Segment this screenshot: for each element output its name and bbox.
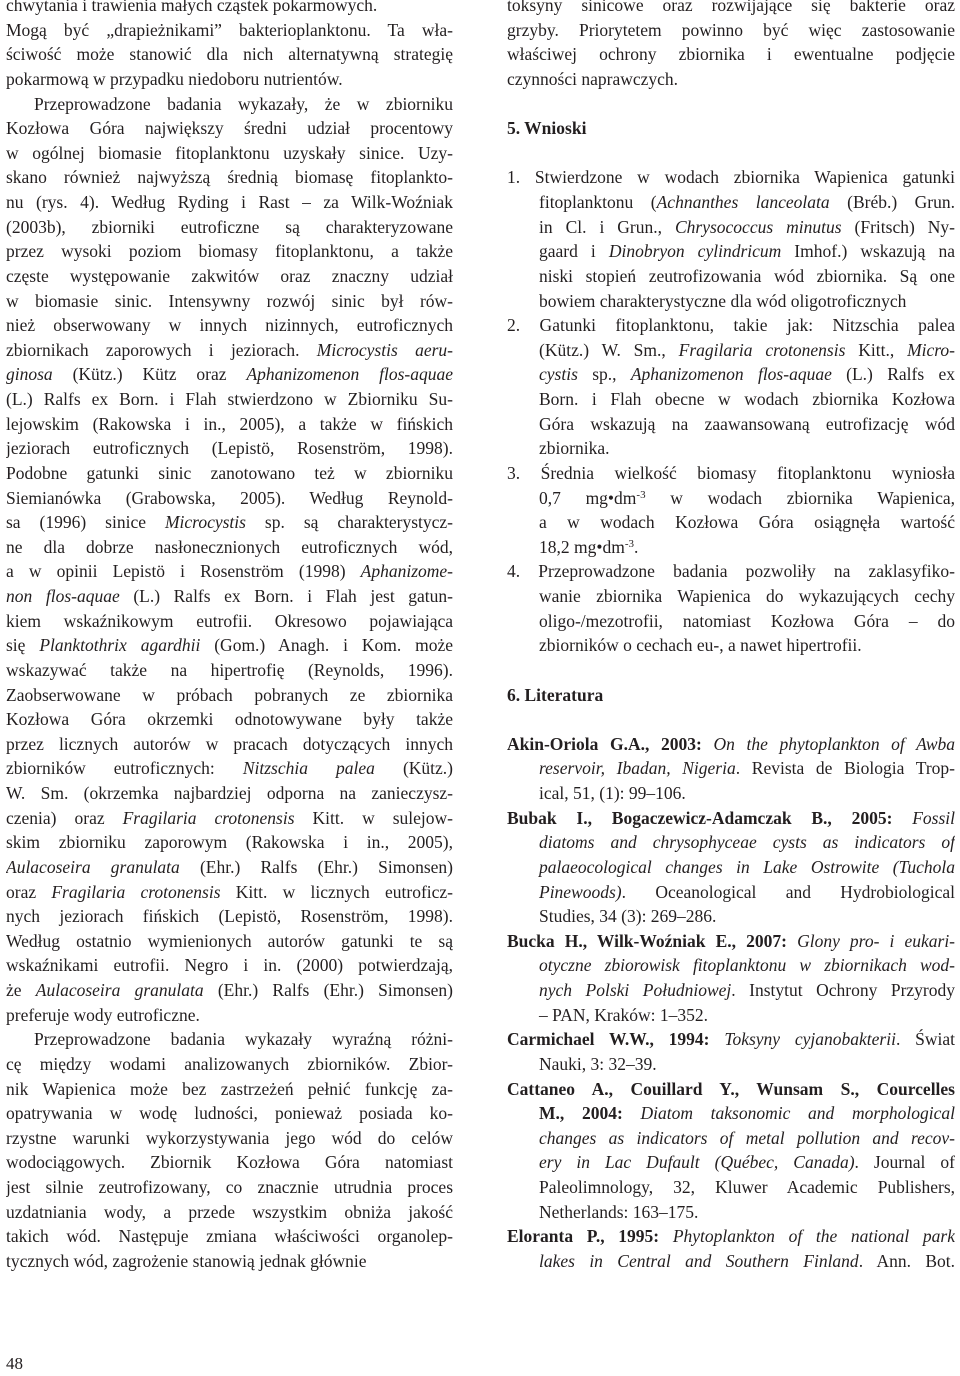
text-line — [6, 0, 453, 18]
italic-text: Micro- — [907, 339, 955, 360]
text-run: 3. Średnia wielkość biomasy fitoplanktonu wyniosła — [507, 462, 955, 483]
bold-text: Eloranta P., 1995: — [507, 1226, 660, 1247]
text-line — [6, 559, 453, 584]
text-run: pokarmową w przypadku niedoboru nutrientów. — [6, 68, 343, 89]
text-line — [6, 141, 453, 166]
text-line — [6, 313, 453, 338]
text-run: cę między wodami analizowanych zbiorników. Zbior- — [6, 1053, 453, 1074]
text-line — [507, 559, 955, 584]
text-run: . Świat — [895, 1029, 955, 1050]
text-line — [507, 1101, 955, 1126]
italic-text: Fragilaria crotonensis — [122, 807, 295, 828]
text-run: jest silnie zeutrofizowany, co znacznie utrudnia proces — [6, 1177, 453, 1197]
text-run: chwytania i trawienia małych cząstek pokarmowych. — [6, 0, 378, 15]
text-line — [6, 707, 453, 732]
text-line — [6, 929, 453, 954]
text-line — [6, 92, 453, 117]
text-line — [6, 116, 453, 141]
text-run: Według ostatnio wymienionych autorów gatunki te są — [6, 930, 453, 951]
text-run: preferuje wody eutroficzne. — [6, 1004, 200, 1025]
text-run — [659, 1226, 673, 1246]
bold-text: Carmichael W.W., 1994: — [507, 1029, 710, 1050]
text-run: 4. Przeprowadzone badania pozwoliły na zaklasyfiko- — [507, 561, 955, 582]
text-run: ściwość może stanowić dla nich alternatywną strategię — [6, 44, 453, 65]
text-line — [6, 412, 453, 437]
bold-text: M., 2004: — [539, 1103, 623, 1124]
text-run: 18,2 mg•dm — [539, 536, 625, 557]
text-line — [6, 535, 453, 560]
text-run: niski stopień zeutrofizowania wód zbiornika. Są one — [539, 265, 955, 286]
text-run: częste występowanie zakwitów oraz znaczny udział — [6, 265, 453, 286]
text-run: skano również najwyższą średnią biomasę fitoplankto- — [6, 167, 453, 188]
text-line — [507, 1077, 955, 1102]
text-run: Kitt. w sulejow- — [294, 807, 453, 828]
text-run: zbiornikach zaporowych i jeziorach. — [6, 339, 317, 360]
text-line — [507, 978, 955, 1003]
text-line — [507, 1150, 955, 1175]
text-run: nież obserwowany w innych nizinnych, eutroficznych — [6, 315, 453, 336]
text-run: wskaźnikami eutrofii. Negro i in. (2000) potwierdzają, — [6, 955, 453, 976]
text-line — [6, 781, 453, 806]
text-run: się — [6, 635, 40, 656]
text-line — [6, 67, 453, 92]
italic-text: otyczne zbiorowisk fitoplanktonu w zbiornikach wod- — [539, 955, 955, 976]
text-line — [507, 239, 955, 264]
text-run: Góra wskazują na zaawansowaną eutrofizację wód — [539, 413, 955, 434]
text-line — [6, 1224, 453, 1249]
bold-text: Cattaneo A., Couillard Y., Wunsam S., Courcelles — [507, 1078, 955, 1099]
italic-text: Microcystis aeru- — [316, 339, 453, 360]
text-line — [507, 584, 955, 609]
text-line — [507, 732, 955, 757]
text-line — [507, 904, 955, 929]
text-line — [507, 1200, 955, 1225]
text-line — [507, 609, 955, 634]
text-line — [6, 658, 453, 683]
italic-text: palaeocological changes in Lake Ostrowite (Tuchola — [539, 856, 955, 877]
text-run: (Bréb.) Grun. — [829, 192, 955, 212]
text-run: gaard i — [539, 241, 609, 262]
text-run: (L.) Ralfs ex — [831, 364, 955, 385]
text-line — [6, 215, 453, 240]
text-line — [6, 1052, 453, 1077]
text-run: takich wód. Następuje zmiana właściwości organolep- — [6, 1226, 453, 1247]
text-line — [6, 338, 453, 363]
italic-text: Achnanthes lanceolata — [656, 192, 830, 212]
text-line — [6, 239, 453, 264]
text-run: a w wodach Kozłowa Góra osiągnęła wartość — [539, 512, 955, 533]
text-run: Siemianówka (Grabowska, 2005). Według Reynold- — [6, 487, 453, 508]
italic-text: non flos-aquae — [6, 586, 120, 606]
text-run: (L.) Ralfs ex Born. i Flah jest gatun- — [119, 586, 453, 606]
blank-line — [507, 92, 955, 117]
italic-text: Toksyny cyjanobakterii — [724, 1029, 896, 1050]
italic-text: reservoir, Ibadan, Nigeria — [539, 758, 736, 779]
text-run: właściwej ochrony zbiornika i ewentualne podjęcie — [507, 44, 955, 65]
text-line — [507, 1249, 955, 1274]
text-run: (Ehr.) Ralfs (Ehr.) Simonsen) — [203, 980, 453, 1000]
bold-text: 6. Literatura — [507, 684, 604, 705]
text-line — [6, 1027, 453, 1052]
text-line — [6, 165, 453, 190]
text-run: 1. Stwierdzone w wodach zbiornika Wapienica gatunki — [507, 167, 955, 188]
text-run: w ogólnej biomasie fitoplanktonu uzyskały sinice. Uzy- — [6, 142, 453, 163]
text-run: . — [634, 536, 639, 557]
text-line — [507, 781, 955, 806]
text-run: Mogą być „drapieżnikami” bakterioplanktonu. Ta wła- — [6, 19, 453, 40]
italic-text: changes as indicators of metal pollution and recov- — [539, 1127, 955, 1148]
text-line — [507, 165, 955, 190]
text-run: zbiorników eutroficznych: — [6, 758, 243, 779]
text-line — [507, 436, 955, 461]
bold-text: Bucka H., Wilk-Woźniak E., 2007: — [507, 930, 787, 951]
text-line — [507, 633, 955, 658]
text-run: (L.) Ralfs ex Born. i Flah stwierdzono w Zbiorniku Su- — [6, 389, 453, 409]
text-line — [6, 264, 453, 289]
text-run: sa (1996) sinice — [6, 512, 165, 533]
section-heading — [507, 116, 955, 141]
text-line — [507, 313, 955, 338]
text-run: zbiorników o cechach eu-, a nawet hipertrofii. — [539, 635, 862, 656]
text-line — [6, 42, 453, 67]
bold-text: Akin-Oriola G.A., 2003: — [507, 733, 702, 754]
superscript: -3 — [636, 488, 646, 501]
italic-text: Fragilaria crotonensis — [678, 339, 846, 360]
italic-text: Fragilaria crotonensis — [51, 881, 221, 902]
text-run: . Journal of — [854, 1152, 955, 1173]
text-run: W. Sm. (okrzemka najbardziej odporna na zanieczysz- — [6, 783, 453, 803]
text-line — [507, 1126, 955, 1151]
text-line — [6, 461, 453, 486]
text-run — [892, 808, 912, 828]
text-run: że — [6, 980, 36, 1000]
text-line — [6, 1126, 453, 1151]
text-line — [6, 633, 453, 658]
text-line — [6, 904, 453, 929]
text-run: rzystne warunki wykorzystywania jego wód do celów — [6, 1127, 453, 1148]
text-line — [6, 1150, 453, 1175]
text-line — [6, 756, 453, 781]
text-run: Netherlands: 163–175. — [539, 1201, 699, 1222]
italic-text: diatoms and chrysophyceae cysts as indicators of — [539, 832, 955, 853]
italic-text: Phytoplankton of the national park — [672, 1226, 955, 1247]
text-line — [507, 1175, 955, 1200]
text-run: 0,7 mg•dm — [539, 487, 637, 508]
text-run: czynności naprawczych. — [507, 68, 679, 89]
text-line — [507, 1052, 955, 1077]
text-line — [507, 830, 955, 855]
italic-text: Diatom taksonomic and morphological — [640, 1103, 955, 1124]
italic-text: ery in Lac Dufault (Québec, Canada) — [539, 1152, 855, 1173]
text-run: opatrywania w wodę ludności, ponieważ posiada ko- — [6, 1103, 453, 1124]
text-line — [507, 18, 955, 43]
text-line — [507, 362, 955, 387]
text-run: fitoplanktonu ( — [539, 192, 657, 212]
italic-text: Aulacoseira granulata — [35, 980, 204, 1000]
text-line — [507, 289, 955, 314]
text-line — [6, 1101, 453, 1126]
italic-text: Aphanizomenon flos-aquae — [246, 364, 453, 385]
text-run: (Kütz.) W. Sm., — [539, 339, 679, 360]
text-line — [6, 18, 453, 43]
text-line — [507, 215, 955, 240]
text-run: oraz — [6, 881, 52, 902]
text-run: wodociągowych. Zbiornik Kozłowa Góra natomiast — [6, 1152, 453, 1173]
text-run: przez wysoki poziom biomasy fitoplanktonu, a także — [6, 241, 453, 262]
text-run: Studies, 34 (3): 269–286. — [539, 906, 717, 927]
italic-text: Fossil — [912, 807, 955, 828]
text-line — [507, 953, 955, 978]
text-run: bowiem charakterystyczne dla wód oligotroficznych — [539, 290, 907, 311]
text-line — [6, 806, 453, 831]
text-line — [6, 1175, 453, 1200]
text-run: kiem wskaźnikowym eutrofii. Okresowo pojawiająca — [6, 610, 453, 631]
text-run: Przeprowadzone badania wykazały, że w zbiorniku — [34, 93, 453, 114]
text-run: Imhof.) wskazują na — [781, 241, 955, 262]
text-run: Born. i Flah obecne w wodach zbiornika Kozłowa — [539, 389, 955, 409]
text-run: zbiornika. — [539, 438, 610, 459]
italic-text: Microcystis — [164, 512, 246, 533]
bold-text: Bubak I., Bogaczewicz-Adamczak B., 2005: — [507, 807, 893, 828]
text-line — [6, 1003, 453, 1028]
text-run: Podobne gatunki sinic zanotowano też w zbiorniku — [6, 462, 453, 483]
blank-line — [507, 141, 955, 166]
blank-line — [507, 658, 955, 683]
superscript: -3 — [624, 537, 635, 550]
text-line — [507, 190, 955, 215]
text-run: jeziorach eutroficznych (Lepistö, Rosenström, 1998). — [6, 438, 453, 459]
text-run: ne dla dobrze nasłonecznionych eutroficznych wód, — [6, 536, 453, 557]
text-run: 2. Gatunki fitoplanktonu, takie jak: Nitzschia palea — [507, 315, 955, 336]
text-line — [507, 510, 955, 535]
text-run: (Fritsch) Ny- — [841, 216, 955, 237]
text-line — [6, 387, 453, 412]
blank-line — [507, 707, 955, 732]
text-run: toksyny sinicowe oraz rozwijające się bakterie oraz — [507, 0, 955, 15]
text-run: w wodach zbiornika Wapienica, — [645, 487, 955, 508]
italic-text: lakes in Central and Southern Finland — [539, 1250, 859, 1271]
italic-text: Nitzschia palea — [242, 758, 375, 779]
text-run: – PAN, Kraków: 1–352. — [539, 1004, 709, 1025]
italic-text: Aulacoseira granulata — [6, 856, 180, 877]
text-line — [6, 953, 453, 978]
text-run — [787, 931, 797, 951]
text-run: wanie zbiornika Wapienica do wykazujących cechy — [539, 586, 955, 606]
text-run: sp. są charakterystycz- — [245, 512, 453, 533]
text-run: . Revista de Biologia Trop- — [735, 758, 955, 779]
text-run: in Cl. i Grun., — [539, 216, 675, 237]
text-run: nu (rys. 4). Według Ryding i Rast – za Wilk-Woźniak — [6, 192, 453, 212]
right-column — [507, 0, 955, 1274]
italic-text: Dinobryon cylindricum — [608, 241, 782, 262]
text-run: Kozłowa Góra okrzemki odnotowywane były także — [6, 709, 453, 730]
text-line — [6, 1077, 453, 1102]
text-run: a w opinii Lepistö i Rosenström (1998) — [6, 561, 361, 582]
section-heading — [507, 683, 955, 708]
text-run: (Ehr.) Ralfs (Ehr.) Simonsen) — [179, 856, 453, 877]
text-line — [6, 486, 453, 511]
text-run: Nauki, 3: 32–39. — [539, 1053, 657, 1074]
text-run: (Kütz.) Kütz oraz — [52, 364, 247, 385]
text-line — [6, 880, 453, 905]
text-run: nych jeziorach fińskich (Lepistö, Rosenström, 1998). — [6, 906, 453, 927]
text-run: . Ann. Bot. — [858, 1250, 955, 1271]
text-run — [623, 1103, 641, 1123]
text-line — [6, 609, 453, 634]
text-run: . Instytut Ochrony Przyrody — [731, 980, 955, 1000]
text-line — [507, 1003, 955, 1028]
text-line — [6, 683, 453, 708]
text-line — [507, 0, 955, 18]
text-run: w biomasie sinic. Intensywny rozwój sinic był rów- — [6, 290, 453, 311]
italic-text: nych Polski Południowej — [539, 980, 732, 1000]
text-run: (2003b), zbiorniki eutroficzne są charakteryzowane — [6, 216, 453, 237]
text-run: Kitt. w licznych eutroficz- — [220, 881, 453, 902]
text-run: Zaobserwowane w próbach pobranych ze zbiornika — [6, 684, 453, 705]
italic-text: Aphanizomenon flos-aquae — [630, 364, 832, 385]
text-run: grzyby. Priorytetem powinno być więc zastosowanie — [507, 19, 955, 40]
text-run: . Oceanological and Hydrobiological — [621, 881, 955, 902]
text-run: ical, 51, (1): 99–106. — [539, 783, 686, 803]
italic-text: Pinewoods) — [539, 881, 622, 902]
text-line — [507, 67, 955, 92]
text-run: czenia) oraz — [6, 807, 123, 828]
italic-text: Chrysococcus minutus — [674, 216, 842, 237]
italic-text: ginosa — [6, 364, 53, 385]
text-run: tycznych wód, zagrożenie stanowią jednak głównie — [6, 1250, 367, 1271]
text-line — [6, 289, 453, 314]
text-run: oligo-/mezotrofii, natomiast Kozłowa Góra – do — [539, 610, 955, 631]
text-line — [507, 929, 955, 954]
text-line — [6, 978, 453, 1003]
text-run: Paleolimnology, 32, Kluwer Academic Publishers, — [539, 1177, 955, 1197]
text-line — [507, 461, 955, 486]
text-line — [507, 806, 955, 831]
text-line — [6, 855, 453, 880]
text-run: Przeprowadzone badania wykazały wyraźną różni- — [34, 1029, 453, 1050]
italic-text: Glony pro- i eukari- — [797, 930, 955, 951]
text-run: nik Wapienica może bez zastrzeżeń pełnić funkcję za- — [6, 1078, 453, 1099]
text-line — [6, 362, 453, 387]
text-line — [507, 880, 955, 905]
text-line — [507, 756, 955, 781]
text-line — [507, 387, 955, 412]
text-run: wskazywać także na hipertrofię (Reynolds, 1996). — [6, 659, 453, 680]
italic-text: Planktothrix agardhii — [39, 635, 201, 656]
text-line — [507, 1224, 955, 1249]
page-number: 48 — [6, 1354, 23, 1373]
text-line — [507, 535, 955, 560]
text-line — [507, 486, 955, 511]
text-line — [507, 412, 955, 437]
text-line — [6, 1249, 453, 1274]
text-line — [507, 42, 955, 67]
text-run — [710, 1029, 725, 1049]
text-run: skim zbiorniku zaporowym (Rakowska i in., 2005), — [6, 832, 453, 853]
italic-text: Aphanizome- — [360, 561, 453, 582]
text-line — [6, 436, 453, 461]
bold-text: 5. Wnioski — [507, 118, 587, 139]
text-run: Kitt., — [845, 339, 908, 360]
text-line — [6, 584, 453, 609]
text-run: przez licznych autorów w pracach dotyczących innych — [6, 733, 453, 754]
left-column — [6, 0, 453, 1274]
text-line — [6, 732, 453, 757]
text-run: sp., — [577, 364, 631, 385]
text-line — [6, 510, 453, 535]
italic-text: On the phytoplankton of Awba — [713, 733, 955, 754]
text-line — [507, 338, 955, 363]
text-run — [702, 734, 714, 754]
text-line — [6, 1200, 453, 1225]
text-run: lejowskim (Rakowska i in., 2005), a także w fińskich — [6, 413, 453, 434]
text-line — [6, 190, 453, 215]
text-line — [507, 855, 955, 880]
text-line — [6, 830, 453, 855]
text-run: (Kütz.) — [374, 758, 453, 779]
text-run: uzdatniania wody, a przede wszystkim obniża jakość — [6, 1201, 453, 1222]
text-line — [507, 1027, 955, 1052]
text-run: Kozłowa Góra największy średni udział procentowy — [6, 118, 453, 139]
text-line — [507, 264, 955, 289]
text-run: (Gom.) Anagh. i Kom. może — [200, 635, 453, 656]
italic-text: cystis — [539, 364, 578, 385]
